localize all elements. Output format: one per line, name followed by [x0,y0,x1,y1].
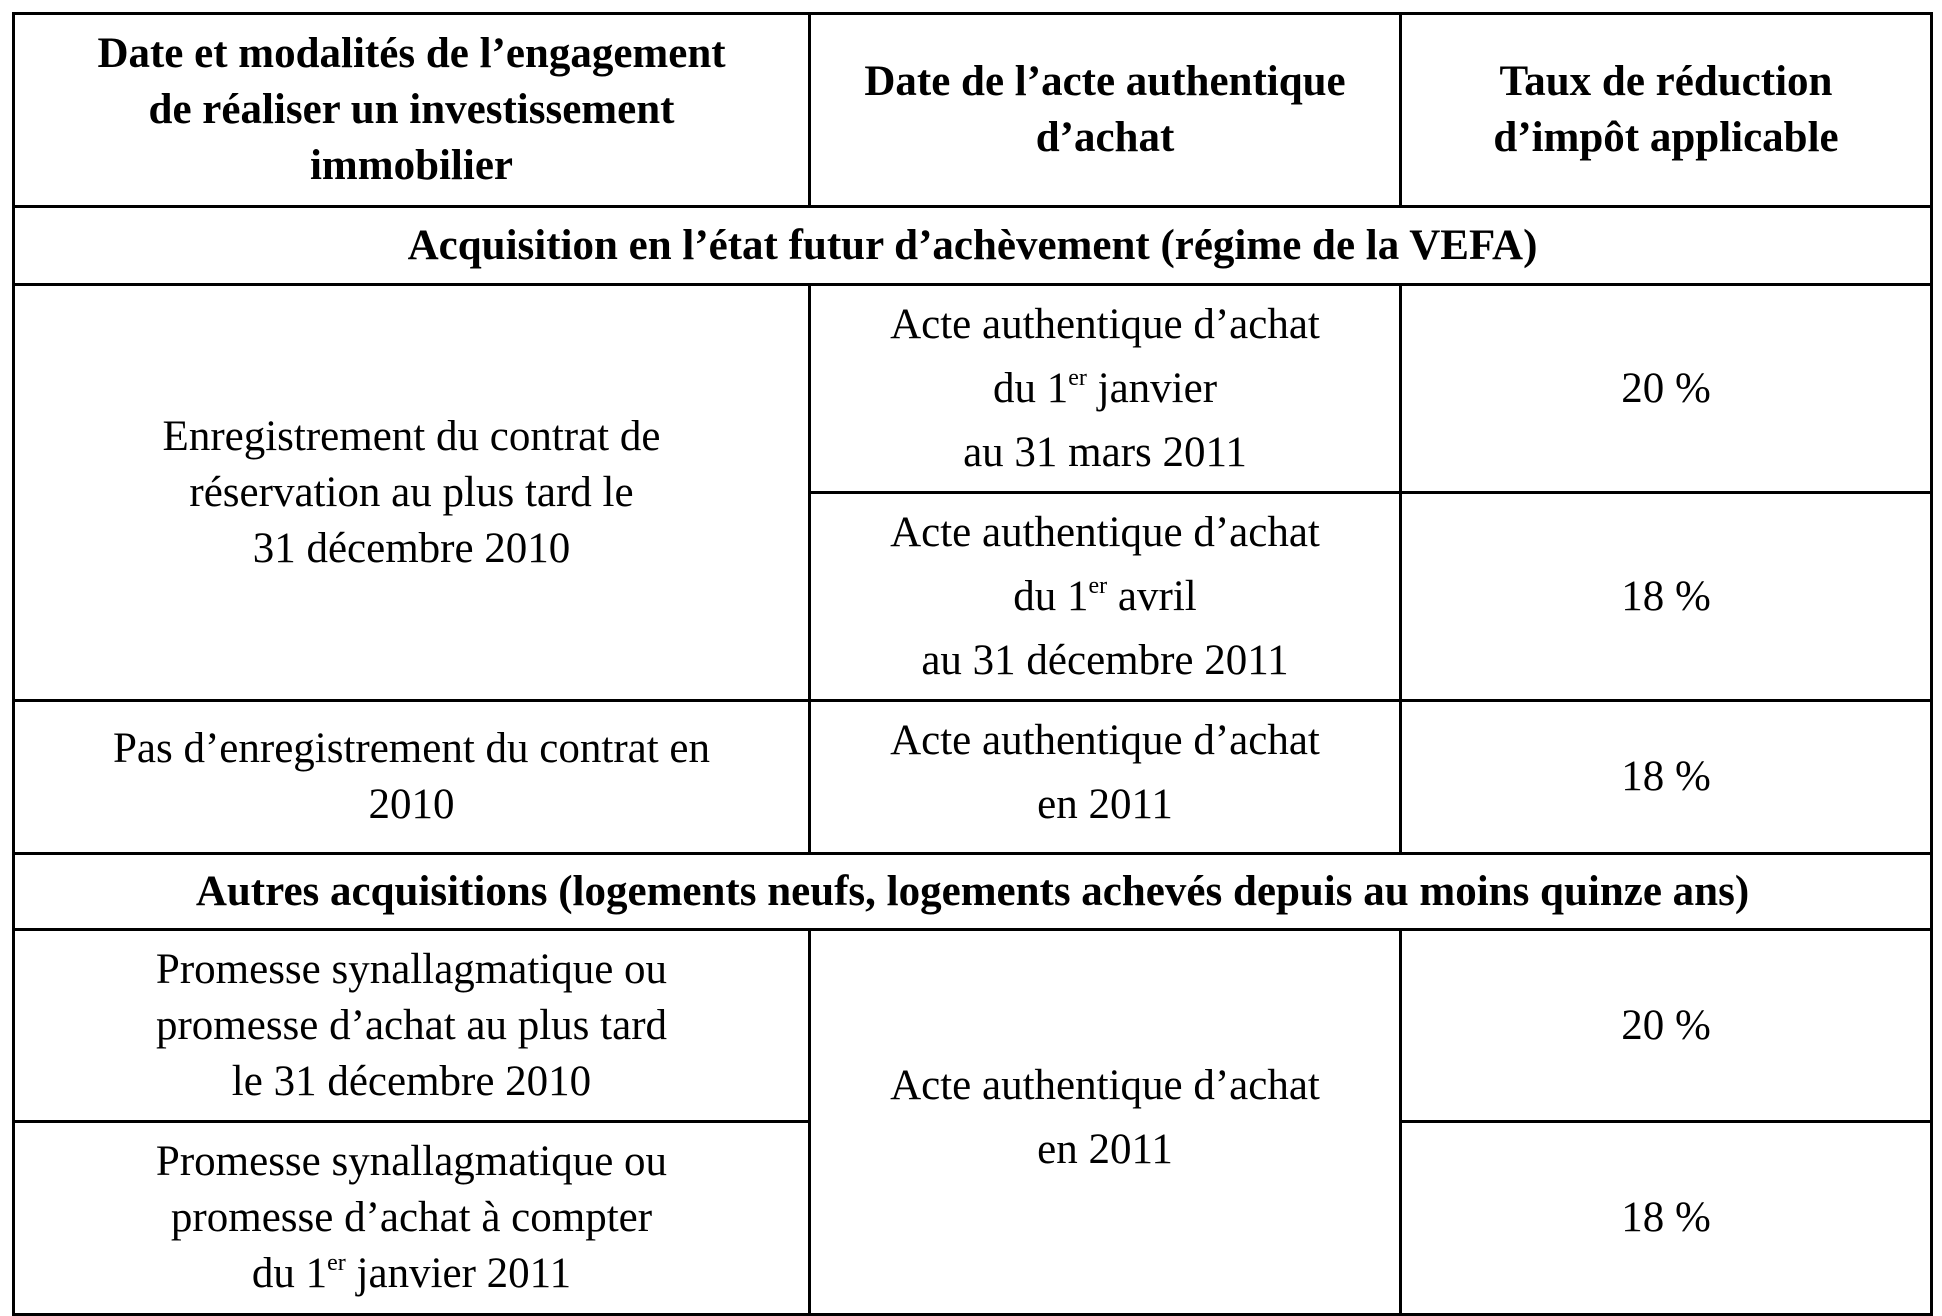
table-row [14,285,1932,493]
rate-cell: 18 % [1401,701,1932,854]
rate-cell: 18 % [1401,493,1932,701]
act-date-cell: Acte authentique d’achat en 2011 [810,930,1401,1315]
tax-reduction-table [12,12,1933,1316]
rate-cell: 20 % [1401,285,1932,493]
commitment-cell: Enregistrement du contrat de réservation au plus tard le 31 décembre 2010 [14,285,810,701]
act-date-cell: Acte authentique d’achat du 1er janvier au 31 mars 2011 [810,285,1401,493]
rate-cell: 18 % [1401,1122,1932,1315]
section-title-vefa: Acquisition en l’état futur d’achèvement (régime de la VEFA) [14,207,1932,285]
section-title-other: Autres acquisitions (logements neufs, logements achevés depuis au moins quinze ans) [14,854,1932,930]
commitment-cell: Pas d’enregistrement du contrat en 2010 [14,701,810,854]
header-commitment: Date et modalités de l’engagement de réaliser un investissement immobilier [14,14,810,207]
header-row [14,14,1932,207]
section-row-vefa [14,207,1932,285]
header-rate: Taux de réduction d’impôt applicable [1401,14,1932,207]
table-row [14,701,1932,854]
act-date-cell: Acte authentique d’achat en 2011 [810,701,1401,854]
commitment-cell: Promesse synallagmatique ou promesse d’achat à compter du 1er janvier 2011 [14,1122,810,1315]
header-act-date: Date de l’acte authentique d’achat [810,14,1401,207]
rate-cell: 20 % [1401,930,1932,1122]
table-row [14,930,1932,1122]
commitment-cell: Promesse synallagmatique ou promesse d’achat au plus tard le 31 décembre 2010 [14,930,810,1122]
section-row-other [14,854,1932,930]
act-date-cell: Acte authentique d’achat du 1er avril au 31 décembre 2011 [810,493,1401,701]
